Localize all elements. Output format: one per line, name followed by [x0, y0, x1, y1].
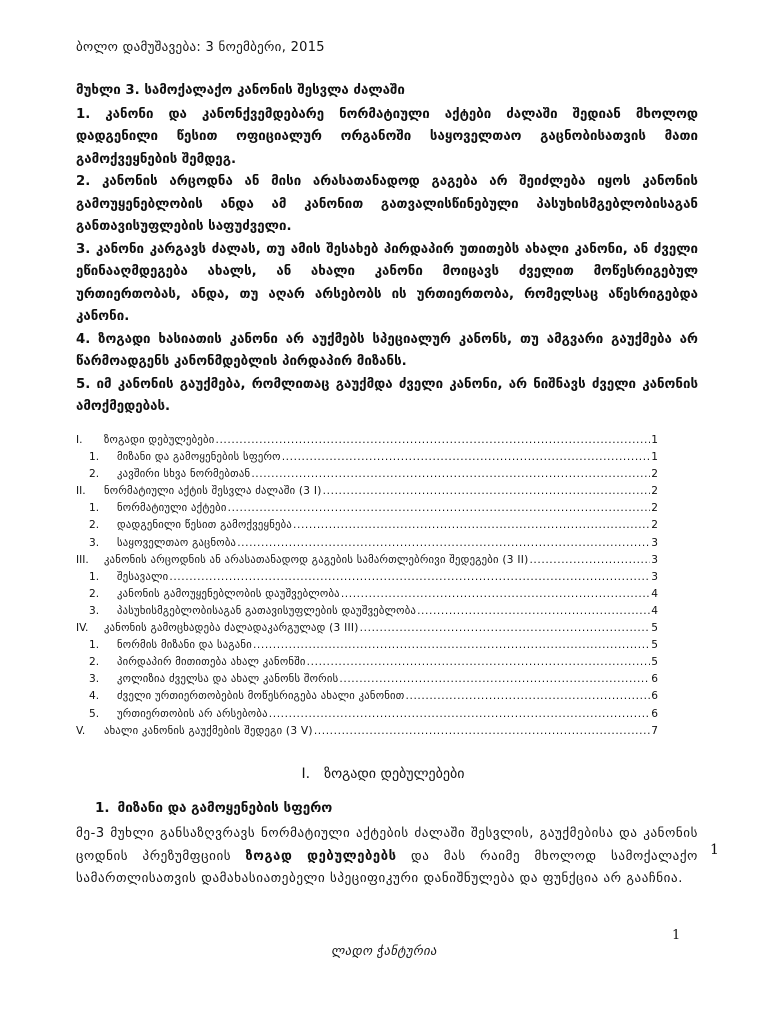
- toc-entry-page: 2: [651, 502, 658, 515]
- toc-entry-page: 6: [651, 673, 658, 686]
- toc-entry-label: ზოგადი დებულებები: [104, 434, 215, 446]
- toc-entry-label: პასუხისმგებლობისაგან გათავისუფლების დაუშვებლობა: [117, 604, 417, 617]
- article-paragraph-2: 2. კანონის არცოდნა ან მისი არასათანადოდ გაგება არ შეიძლება იყოს კანონის გამოუყენებლობის ანდა ამ კანონით გათვალისწინებული პასუხისმგებლობისაგან განთავისუფლების საფუძველი.: [76, 174, 698, 234]
- toc-entry-number: 3.: [89, 536, 100, 549]
- toc-entry-page: 1: [651, 451, 658, 464]
- toc-entry[interactable]: [76, 673, 658, 690]
- toc-entry-number: 3.: [89, 673, 100, 686]
- toc-entry-label: დადგენილი წესით გამოქვეყნება: [117, 519, 293, 532]
- section-title: ზოგადი დებულებები: [324, 766, 465, 782]
- toc-entry-number: 2.: [89, 519, 100, 532]
- toc-entry[interactable]: [76, 502, 658, 519]
- toc-entry-number: 1.: [89, 570, 100, 583]
- section-heading: [76, 766, 690, 782]
- toc-entry-page: 6: [651, 707, 658, 720]
- toc-entry-label: ურთიერთობის არ არსებობა: [117, 707, 268, 720]
- toc-entry[interactable]: [76, 485, 658, 502]
- toc-dot-leader: [529, 554, 650, 566]
- toc-dot-leader: [307, 656, 651, 668]
- toc-entry[interactable]: [76, 622, 658, 639]
- toc-entry-page: 4: [651, 587, 658, 600]
- toc-entry-label: ნორმის მიზანი და საგანი: [117, 639, 252, 652]
- toc-entry-page: 5: [651, 639, 658, 652]
- toc-entry-page: 4: [651, 604, 658, 617]
- toc-entry-number: 1.: [89, 639, 100, 652]
- toc-entry-page: 2: [651, 485, 658, 498]
- toc-dot-leader: [339, 673, 650, 685]
- toc-dot-leader: [253, 639, 650, 651]
- toc-entry-page: 1: [651, 434, 658, 446]
- toc-entry-number: 5.: [89, 707, 100, 720]
- toc-entry[interactable]: [76, 451, 658, 468]
- toc-entry-page: 5: [651, 656, 658, 669]
- toc-dot-leader: [282, 451, 651, 463]
- toc-entry-page: 3: [651, 553, 658, 566]
- toc-dot-leader: [341, 588, 650, 600]
- toc-entry-number: IV.: [76, 622, 89, 635]
- toc-entry-label: ახალი კანონის გაუქმების შედეგი (3 V): [104, 724, 313, 737]
- toc-entry-label: კოლიზია ძველსა და ახალ კანონს შორის: [117, 673, 339, 686]
- toc-entry-label: შესავალი: [117, 570, 169, 583]
- article-paragraph-1: 1. კანონი და კანონქვემდებარე ნორმატიული აქტები ძალაში შედიან მხოლოდ დადგენილი წესით ოფიციალურ ორგანოში საყოველთაო გაცნობისათვის მათი გამოქვეყნების შემდეგ.: [76, 106, 698, 167]
- toc-dot-leader: [169, 571, 650, 583]
- body-text: [76, 823, 698, 891]
- article-paragraph-3: 3. კანონი კარგავს ძალას, თუ ამის შესახებ პირდაპირ უთითებს ახალი კანონი, ან ძველი ეწინააღმდეგება ახალს, ან ახალი კანონი მოიცავს ძველით მოწესრიგებულ ურთიერთობას, ანდა, თუ აღარ არსებობს ის ურთიერთობა, რომელსაც აწესრიგებდა კანონი.: [76, 241, 698, 324]
- toc-entry-label: კავშირი სხვა ნორმებთან: [117, 468, 251, 481]
- toc-entry-label: პირდაპირ მითითება ახალ კანონში: [117, 656, 306, 669]
- article-title: მუხლი 3. სამოქალაქო კანონის შესვლა ძალაში: [76, 83, 405, 98]
- toc-entry-number: I.: [76, 434, 83, 446]
- toc-entry-number: III.: [76, 553, 89, 566]
- toc-dot-leader: [293, 519, 650, 531]
- toc-entry-number: V.: [76, 724, 86, 737]
- toc-entry-number: 2.: [89, 587, 100, 600]
- toc-dot-leader: [406, 690, 651, 702]
- body-text-end: და მას რაიმე მხოლოდ სამოქალაქო სამართლისათვის დამახასიათებელი სპეციფიკური დანიშნულება და ფუნქცია არ გააჩნია.: [76, 848, 698, 887]
- toc-entry[interactable]: [76, 708, 658, 725]
- toc-entry-number: 3.: [89, 604, 100, 617]
- toc-entry-number: 2.: [89, 656, 100, 669]
- toc-entry-page: 2: [651, 519, 658, 532]
- toc-entry-page: 3: [651, 570, 658, 583]
- toc-entry-label: მიზანი და გამოყენების სფერო: [117, 451, 281, 464]
- toc-entry[interactable]: [76, 468, 658, 485]
- toc-entry-number: 2.: [89, 468, 100, 481]
- toc-dot-leader: [215, 434, 650, 446]
- toc-entry-number: 4.: [89, 690, 100, 703]
- toc-entry-label: კანონის გამოცხადება ძალადაკარგულად (3 III): [104, 622, 359, 635]
- toc-entry[interactable]: [76, 656, 658, 673]
- toc-entry[interactable]: [76, 605, 658, 622]
- toc-dot-leader: [314, 725, 650, 737]
- toc-dot-leader: [360, 622, 651, 634]
- toc-entry-label: საყოველთაო გაცნობა: [117, 536, 237, 549]
- subsection-number: 1.: [95, 800, 110, 816]
- toc-entry[interactable]: [76, 725, 658, 742]
- subsection-title: მიზანი და გამოყენების სფერო: [117, 800, 333, 816]
- toc-dot-leader: [237, 537, 650, 549]
- article-block: [76, 80, 698, 419]
- section-number: I.: [301, 766, 311, 782]
- margin-number: 1: [710, 842, 719, 858]
- toc-entry-page: 7: [651, 724, 658, 737]
- toc-entry-number: 1.: [89, 502, 100, 515]
- subsection-heading: [95, 800, 332, 816]
- toc-entry-number: II.: [76, 485, 86, 498]
- toc-entry[interactable]: [76, 519, 658, 536]
- page-number: 1: [672, 928, 681, 943]
- toc-entry[interactable]: [76, 588, 658, 605]
- toc-dot-leader: [251, 468, 650, 480]
- author-footer: ლადო ჭანტურია: [331, 943, 437, 958]
- toc-entry-label: ნორმატიული აქტები: [117, 502, 227, 515]
- body-text-emphasis: ზოგად დებულებებს: [245, 848, 397, 864]
- article-paragraph-4: 4. ზოგადი ხასიათის კანონი არ აუქმებს სპეციალურ კანონს, თუ ამგვარი გაუქმება არ წარმოადგენს კანონმდებლის პირდაპირ მიზანს.: [76, 331, 698, 369]
- toc-entry[interactable]: [76, 690, 658, 707]
- toc-entry-page: 2: [651, 468, 658, 481]
- toc-entry-label: კანონის გამოუყენებლობის დაუშვებლობა: [117, 587, 340, 600]
- last-updated-date: ბოლო დამუშავება: 3 ნოემბერი, 2015: [76, 40, 325, 55]
- toc-entry-page: 3: [651, 536, 658, 549]
- body-paragraph: [76, 823, 698, 891]
- toc-entry-label: ნორმატიული აქტის შესვლა ძალაში (3 I): [104, 485, 322, 498]
- toc-entry-label: ძველი ურთიერთობების მოწესრიგება ახალი კანონით: [117, 690, 405, 703]
- toc-entry-page: 5: [651, 622, 658, 635]
- toc-dot-leader: [228, 502, 651, 514]
- toc-dot-leader: [269, 708, 650, 720]
- body-text-start: მე-3 მუხლი განსაზღვრავს ნორმატიული აქტების ძალაში შესვლის, გაუქმებისა და კანონის ცოდნის პრეზუმფციის: [76, 826, 698, 864]
- toc-dot-leader: [323, 485, 651, 497]
- toc-entry-number: 1.: [89, 451, 100, 464]
- toc-entry[interactable]: [76, 639, 658, 656]
- toc-entry[interactable]: [76, 571, 658, 588]
- toc-entry[interactable]: [76, 554, 658, 571]
- article-paragraph-5: 5. იმ კანონის გაუქმება, რომლითაც გაუქმდა ძველი კანონი, არ ნიშნავს ძველი კანონის ამოქმედებას.: [76, 376, 698, 414]
- toc-entry-label: კანონის არცოდნის ან არასათანადოდ გაგების სამართლებრივი შედეგები (3 II): [104, 553, 529, 566]
- toc-dot-leader: [417, 605, 650, 617]
- toc-entry[interactable]: [76, 537, 658, 554]
- toc-entry-page: 6: [651, 690, 658, 703]
- table-of-contents: [76, 434, 658, 742]
- toc-entry[interactable]: [76, 434, 658, 451]
